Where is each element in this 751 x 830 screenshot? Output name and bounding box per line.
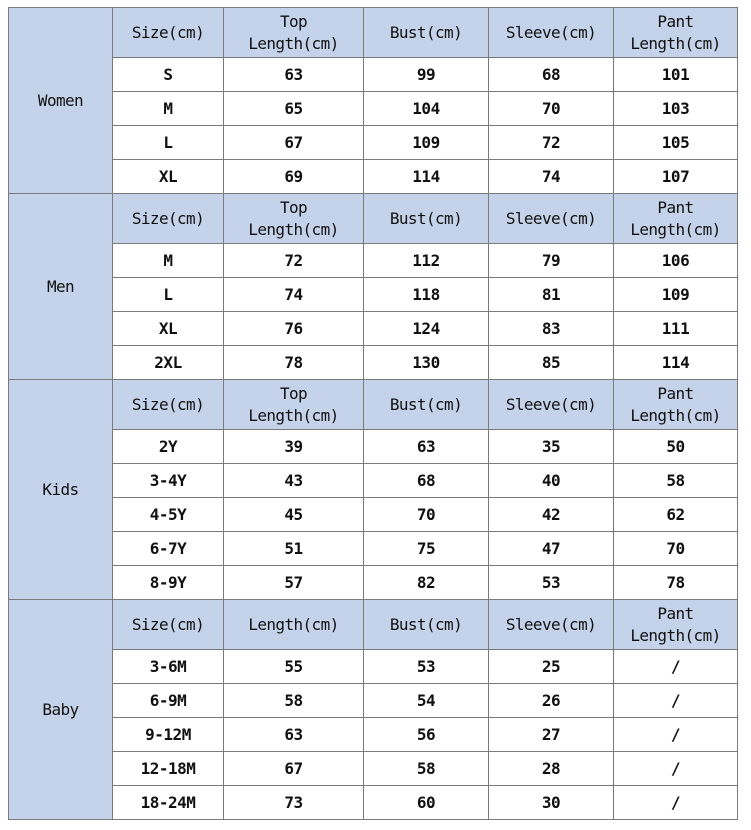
measurement-cell: 106	[614, 244, 738, 278]
column-header-text: Length(cm)	[248, 219, 339, 239]
measurement-cell: 83	[489, 312, 614, 346]
measurement-cell: /	[614, 752, 738, 786]
column-header	[489, 8, 614, 58]
measurement-cell: 70	[489, 92, 614, 126]
column-header-text: Pant	[657, 197, 694, 217]
measurement-cell: 68	[489, 58, 614, 92]
column-header-text: Pant	[657, 603, 694, 623]
measurement-cell: 65	[224, 92, 364, 126]
table-row	[9, 464, 738, 498]
measurement-cell: 67	[224, 126, 364, 160]
measurement-cell: 101	[614, 58, 738, 92]
measurement-cell: 75	[364, 532, 489, 566]
size-cell: M	[113, 244, 224, 278]
column-header-text: Length(cm)	[630, 219, 721, 239]
column-header-text: Length(cm)	[248, 33, 339, 53]
table-row	[9, 58, 738, 92]
column-header-text: Pant	[657, 11, 694, 31]
column-header	[489, 600, 614, 650]
measurement-cell: 114	[614, 346, 738, 380]
measurement-cell: 76	[224, 312, 364, 346]
measurement-cell: /	[614, 786, 738, 820]
kids-header-row	[9, 380, 738, 430]
measurement-cell: 27	[489, 718, 614, 752]
group-label-men: Men	[9, 194, 113, 380]
column-header-text: Bust(cm)	[389, 614, 463, 634]
column-header-text: Size(cm)	[131, 394, 205, 414]
measurement-cell: 74	[224, 278, 364, 312]
size-cell: L	[113, 278, 224, 312]
measurement-cell: 30	[489, 786, 614, 820]
size-cell: 3-6M	[113, 650, 224, 684]
table-row	[9, 684, 738, 718]
size-cell: S	[113, 58, 224, 92]
column-header	[113, 194, 224, 244]
measurement-cell: 78	[224, 346, 364, 380]
column-header	[364, 380, 489, 430]
column-header	[364, 600, 489, 650]
measurement-cell: 42	[489, 498, 614, 532]
measurement-cell: 51	[224, 532, 364, 566]
column-header-text: Sleeve(cm)	[505, 614, 597, 634]
table-row	[9, 532, 738, 566]
column-header	[614, 8, 738, 58]
measurement-cell: 58	[224, 684, 364, 718]
measurement-cell: 56	[364, 718, 489, 752]
measurement-cell: 58	[614, 464, 738, 498]
table-row	[9, 346, 738, 380]
measurement-cell: 53	[489, 566, 614, 600]
measurement-cell: 60	[364, 786, 489, 820]
column-header	[364, 8, 489, 58]
column-header-text: Sleeve(cm)	[505, 22, 597, 42]
measurement-cell: 109	[364, 126, 489, 160]
size-cell: 8-9Y	[113, 566, 224, 600]
measurement-cell: 81	[489, 278, 614, 312]
measurement-cell: /	[614, 684, 738, 718]
column-header-text: Length(cm)	[630, 405, 721, 425]
size-cell: L	[113, 126, 224, 160]
measurement-cell: 53	[364, 650, 489, 684]
measurement-cell: 82	[364, 566, 489, 600]
size-cell: 9-12M	[113, 718, 224, 752]
measurement-cell: 70	[614, 532, 738, 566]
column-header-text: Pant	[657, 383, 694, 403]
column-header	[614, 194, 738, 244]
measurement-cell: 72	[489, 126, 614, 160]
group-label-kids: Kids	[9, 380, 113, 600]
column-header-text: Size(cm)	[131, 22, 205, 42]
measurement-cell: 79	[489, 244, 614, 278]
column-header-text: Size(cm)	[131, 208, 205, 228]
size-cell: 18-24M	[113, 786, 224, 820]
measurement-cell: 25	[489, 650, 614, 684]
measurement-cell: /	[614, 650, 738, 684]
measurement-cell: 111	[614, 312, 738, 346]
measurement-cell: 130	[364, 346, 489, 380]
measurement-cell: 26	[489, 684, 614, 718]
size-cell: 6-7Y	[113, 532, 224, 566]
table-row	[9, 430, 738, 464]
size-chart-table	[8, 7, 738, 820]
measurement-cell: 109	[614, 278, 738, 312]
column-header-text: Top	[279, 11, 308, 31]
measurement-cell: 104	[364, 92, 489, 126]
measurement-cell: 40	[489, 464, 614, 498]
column-header-text: Bust(cm)	[389, 394, 463, 414]
size-cell: 4-5Y	[113, 498, 224, 532]
column-header	[224, 600, 364, 650]
table-row	[9, 650, 738, 684]
measurement-cell: 47	[489, 532, 614, 566]
measurement-cell: 58	[364, 752, 489, 786]
measurement-cell: 72	[224, 244, 364, 278]
table-row	[9, 718, 738, 752]
column-header-text: Size(cm)	[131, 614, 205, 634]
table-row	[9, 566, 738, 600]
table-row	[9, 160, 738, 194]
column-header-text: Length(cm)	[248, 405, 339, 425]
table-row	[9, 752, 738, 786]
measurement-cell: 63	[224, 718, 364, 752]
table-row	[9, 312, 738, 346]
column-header	[113, 600, 224, 650]
size-cell: 6-9M	[113, 684, 224, 718]
measurement-cell: 103	[614, 92, 738, 126]
measurement-cell: 55	[224, 650, 364, 684]
column-header	[224, 8, 364, 58]
women-header-row	[9, 8, 738, 58]
column-header	[224, 194, 364, 244]
column-header-text: Bust(cm)	[389, 208, 463, 228]
measurement-cell: 114	[364, 160, 489, 194]
measurement-cell: 68	[364, 464, 489, 498]
column-header-text: Top	[279, 197, 308, 217]
column-header-text: Length(cm)	[630, 625, 721, 645]
measurement-cell: 54	[364, 684, 489, 718]
column-header	[489, 194, 614, 244]
measurement-cell: 39	[224, 430, 364, 464]
men-header-row	[9, 194, 738, 244]
measurement-cell: 63	[224, 58, 364, 92]
size-cell: M	[113, 92, 224, 126]
measurement-cell: 107	[614, 160, 738, 194]
column-header	[614, 380, 738, 430]
measurement-cell: 124	[364, 312, 489, 346]
measurement-cell: 35	[489, 430, 614, 464]
size-cell: 2Y	[113, 430, 224, 464]
table-row	[9, 498, 738, 532]
column-header-text: Length(cm)	[248, 614, 339, 634]
measurement-cell: 63	[364, 430, 489, 464]
group-label-women: Women	[9, 8, 113, 194]
measurement-cell: 62	[614, 498, 738, 532]
table-row	[9, 786, 738, 820]
measurement-cell: /	[614, 718, 738, 752]
measurement-cell: 43	[224, 464, 364, 498]
measurement-cell: 50	[614, 430, 738, 464]
measurement-cell: 28	[489, 752, 614, 786]
column-header-text: Top	[279, 383, 308, 403]
size-cell: XL	[113, 160, 224, 194]
measurement-cell: 69	[224, 160, 364, 194]
size-cell: XL	[113, 312, 224, 346]
group-label-baby: Baby	[9, 600, 113, 820]
column-header	[224, 380, 364, 430]
measurement-cell: 57	[224, 566, 364, 600]
measurement-cell: 118	[364, 278, 489, 312]
size-cell: 3-4Y	[113, 464, 224, 498]
measurement-cell: 45	[224, 498, 364, 532]
measurement-cell: 73	[224, 786, 364, 820]
measurement-cell: 67	[224, 752, 364, 786]
column-header	[113, 8, 224, 58]
table-row	[9, 92, 738, 126]
column-header-text: Sleeve(cm)	[505, 394, 597, 414]
measurement-cell: 85	[489, 346, 614, 380]
column-header	[364, 194, 489, 244]
baby-header-row	[9, 600, 738, 650]
measurement-cell: 78	[614, 566, 738, 600]
table-row	[9, 278, 738, 312]
column-header	[113, 380, 224, 430]
measurement-cell: 105	[614, 126, 738, 160]
column-header-text: Sleeve(cm)	[505, 208, 597, 228]
table-row	[9, 126, 738, 160]
column-header-text: Bust(cm)	[389, 22, 463, 42]
measurement-cell: 74	[489, 160, 614, 194]
table-row	[9, 244, 738, 278]
measurement-cell: 99	[364, 58, 489, 92]
measurement-cell: 112	[364, 244, 489, 278]
column-header	[489, 380, 614, 430]
column-header-text: Length(cm)	[630, 33, 721, 53]
measurement-cell: 70	[364, 498, 489, 532]
column-header	[614, 600, 738, 650]
size-cell: 2XL	[113, 346, 224, 380]
size-cell: 12-18M	[113, 752, 224, 786]
